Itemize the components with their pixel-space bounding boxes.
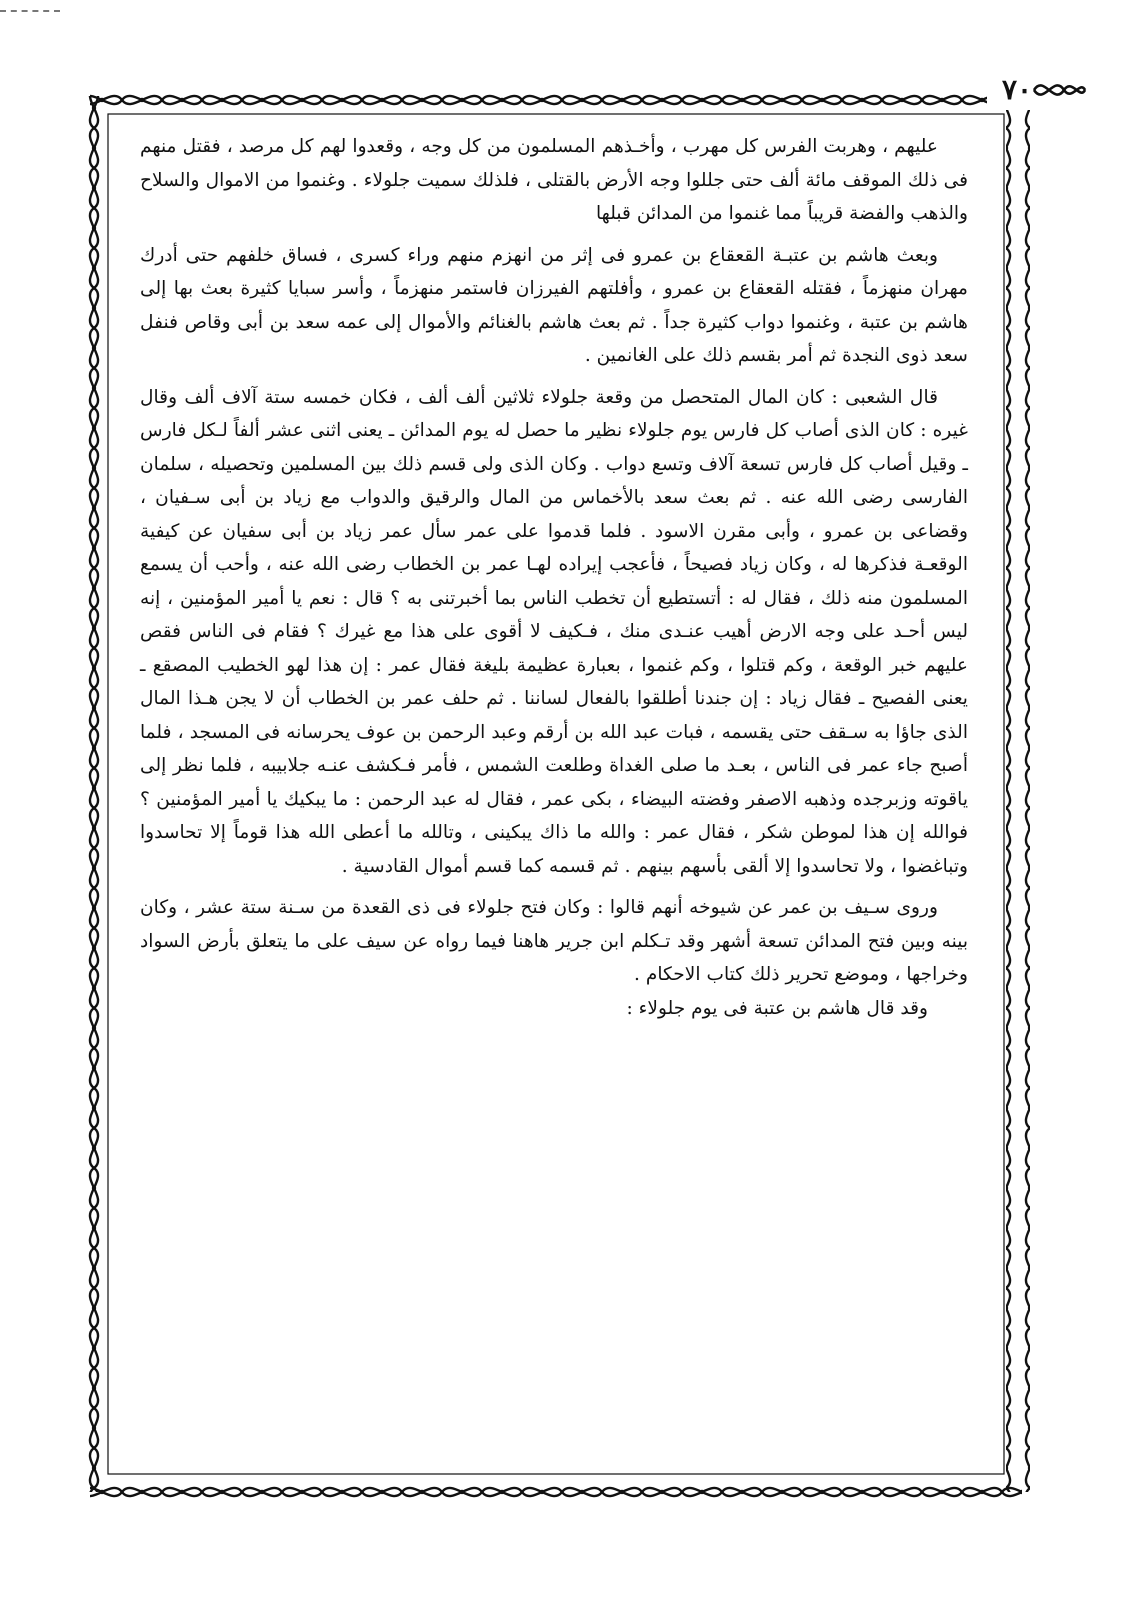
- paragraph: عليهم ، وهربت الفرس كل مهرب ، وأخـذهم المسلمون من كل وجه ، وقعدوا لهم كل مرصد ، فقتل منهم فى ذلك الموقف مائة ألف حتى جللوا وجه الأرض بالقتلى ، فلذلك سميت جلولاء . وغنموا من الاموال والسلاح والذهب والفضة قريباً مما غنموا من المدائن قبلها: [140, 136, 968, 224]
- paragraph: قال الشعبى : كان المال المتحصل من وقعة جلولاء ثلاثين ألف ألف ، فكان خمسه ستة آلاف ألف وقال غيره : كان الذى أصاب كل فارس يوم جلولاء نظير ما حصل له يوم المدائن ـ يعنى اثنى عشر ألفاً لـكل فارس ـ وقيل أصاب كل فارس تسعة آلاف وتسع دواب . وكان الذى ولى قسم ذلك بين المسلمين وتحصيله ، سلمان الفارسى رضى الله عنه . ثم بعث سعد بالأخماس من المال والرقيق والدواب مع زياد بن أبى سـفيان ، وقضاعى بن عمرو ، وأبى مقرن الاسود . فلما قدموا على عمر سأل عمر زياد بن أبى سفيان عن كيفية الوقعـة فذكرها له ، وكان زياد فصيحاً ، فأعجب إيراده لهـا عمر بن الخطاب رضى الله عنه ، وأحب أن يسمع المسلمون منه ذلك ، فقال له : أتستطيع أن تخطب الناس بما أخبرتنى به ؟ قال : نعم يا أمير المؤمنين ، إنه ليس أحـد على وجه الارض أهيب عنـدى منك ، فـكيف لا أقوى على هذا مع غيرك ؟ فقام فى الناس فقص عليهم خبر الوقعة ، وكم قتلوا ، وكم غنموا ، بعبارة عظيمة بليغة فقال عمر : إن هذا لهو الخطيب المصقع ـ يعنى الفصيح ـ فقال زياد : إن جندنا أطلقوا بالفعال لساننا . ثم حلف عمر بن الخطاب أن لا يجن هـذا المال الذى جاؤا به سـقف حتى يقسمه ، فبات عبد الله بن أرقم وعبد الرحمن بن عوف يحرسانه فى المسجد ، فلما أصبح جاء عمر فى الناس ، بعـد ما صلى الغداة وطلعت الشمس ، فأمر فـكشف عنـه جلابيبه ، فلما نظر إلى ياقوته وزبرجده وذهبه الاصفر وفضته البيضاء ، بكى عمر ، فقال له عبد الرحمن : ما يبكيك يا أمير المؤمنين ؟ فوالله إن هذا لموطن شكر ، فقال عمر : والله ما ذاك يبكينى ، وتالله ما أعطى الله هذا قوماً إلا تحاسدوا وتباغضوا ، ولا تحاسدوا إلا ألقى بأسهم بينهم . ثم قسمه كما قسم أموال القادسية .: [140, 386, 968, 877]
- paragraph: وبعث هاشم بن عتبـة القعقاع بن عمرو فى إثر من انهزم منهم وراء كسرى ، فساق خلفهم حتى أدرك مهران منهزماً ، فقتله القعقاع بن عمرو ، وأفلتهم الفيرزان فاستمر منهزماً ، وأسر سبايا كثيرة بعث بها إلى هاشم بن عتبة ، وغنموا دواب كثيرة جداً . ثم بعث هاشم بالغنائم والأموال إلى عمه سعد بن أبى وقاص فنفل سعد ذوى النجدة ثم أمر بقسم ذلك على الغانمين .: [140, 244, 968, 366]
- scan-edge-mark: [0, 10, 60, 12]
- header-flourish-icon: [1032, 70, 1087, 110]
- paragraph: وروى سـيف بن عمر عن شيوخه أنهم قالوا : وكان فتح جلولاء فى ذى القعدة من سـنة ستة عشر ، وكان بينه وبين فتح المدائن تسعة أشهر وقد تـكلم ابن جرير هاهنا فيما رواه عن سيف على ما يتعلق بأرض السواد وخراجها ، وموضع تحرير ذلك كتاب الاحكام .: [140, 897, 968, 985]
- page-number: ٧٠: [987, 70, 1047, 110]
- page-body: [140, 130, 968, 1450]
- paragraph: وقد قال هاشم بن عتبة فى يوم جلولاء :: [626, 997, 928, 1019]
